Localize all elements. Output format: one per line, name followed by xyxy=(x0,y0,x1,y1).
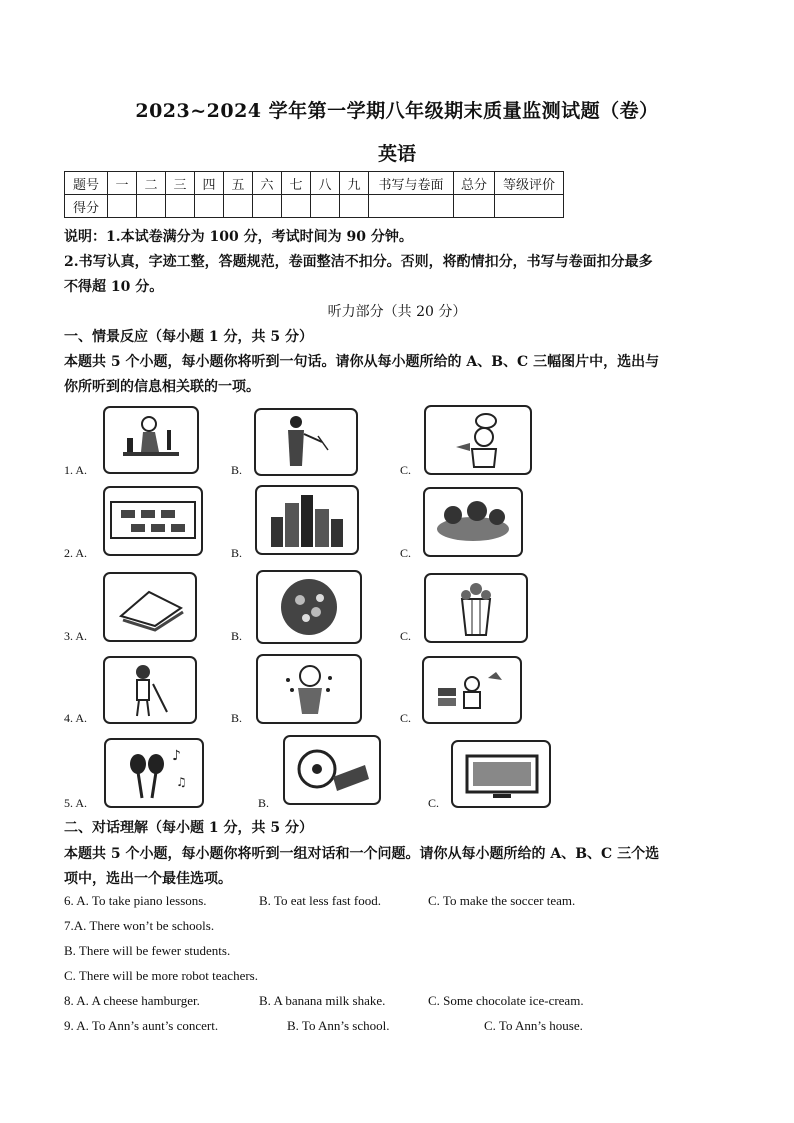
score-table-cell: 四 xyxy=(195,172,224,195)
popcorn-picture[interactable] xyxy=(424,573,528,643)
tv-picture[interactable] xyxy=(451,740,551,808)
option-label: C. xyxy=(428,796,440,810)
score-input-cell[interactable] xyxy=(137,195,166,218)
score-input-cell[interactable] xyxy=(495,195,564,218)
listening-heading: 听力部分（共 20 分） xyxy=(327,304,467,320)
score-table-cell: 六 xyxy=(253,172,282,195)
city-picture[interactable] xyxy=(255,485,359,555)
option-label: 3. A. xyxy=(64,629,88,643)
option-label: 1. A. xyxy=(64,463,88,477)
part2-instruction-1: 本题共 5 个小题，每小题你将听到一组对话和一个问题。请你从每小题所给的 A、B、C 三个选 xyxy=(64,846,660,862)
chef-picture[interactable] xyxy=(424,405,532,475)
part1-title: 一、情景反应（每小题 1 分，共 5 分） xyxy=(64,329,313,345)
score-table-cell: 七 xyxy=(282,172,311,195)
option-label: B. xyxy=(231,463,243,477)
score-input-cell[interactable] xyxy=(454,195,495,218)
q8-option-b: B. A banana milk shake. xyxy=(259,993,386,1008)
sandwich-picture[interactable] xyxy=(103,572,197,642)
score-input-cell[interactable] xyxy=(166,195,195,218)
option-label: C. xyxy=(400,711,412,725)
violinist-picture[interactable] xyxy=(254,408,358,476)
option-label: C. xyxy=(400,546,412,560)
q6-option-c: C. To make the soccer team. xyxy=(428,893,576,908)
q9-option-a: 9. A. To Ann’s aunt’s concert. xyxy=(64,1018,219,1033)
option-label: 2. A. xyxy=(64,546,88,560)
score-label: 得分 xyxy=(65,195,108,218)
q7-option-b: B. There will be fewer students. xyxy=(64,943,231,958)
option-label: C. xyxy=(400,463,412,477)
option-label: C. xyxy=(400,629,412,643)
score-table xyxy=(64,171,564,218)
score-input-cell[interactable] xyxy=(282,195,311,218)
score-input-cell[interactable] xyxy=(224,195,253,218)
reading-picture[interactable] xyxy=(422,656,522,724)
note-line-2: 2.书写认真，字迹工整，答题规范，卷面整洁不扣分。否则，将酌情扣分，书写与卷面扣分最多 xyxy=(64,254,653,270)
option-label: B. xyxy=(231,546,243,560)
score-table-cell: 三 xyxy=(166,172,195,195)
score-table-cell: 书写与卷面 xyxy=(369,172,454,195)
sick-boy-picture[interactable] xyxy=(256,654,362,724)
q7-option-c: C. There will be more robot teachers. xyxy=(64,968,258,983)
option-label: B. xyxy=(258,796,270,810)
score-table-cell: 题号 xyxy=(65,172,108,195)
subject-title: 英语 xyxy=(377,143,416,165)
film-reel-picture[interactable] xyxy=(283,735,381,805)
q9-option-c: C. To Ann’s house. xyxy=(484,1018,583,1033)
score-input-cell[interactable] xyxy=(195,195,224,218)
part2-instruction-2: 项中，选出一个最佳选项。 xyxy=(64,871,232,887)
part1-instruction-1: 本题共 5 个小题，每小题你将听到一句话。请你从每小题所给的 A、B、C 三幅图片中，选出与 xyxy=(64,354,660,370)
score-table-cell: 一 xyxy=(108,172,137,195)
q6-option-b: B. To eat less fast food. xyxy=(259,893,381,908)
score-table-cell: 九 xyxy=(340,172,369,195)
score-table-cell: 总分 xyxy=(454,172,495,195)
score-table-cell: 等级评价 xyxy=(495,172,564,195)
svg-text:♫: ♫ xyxy=(176,775,187,789)
score-table-cell: 五 xyxy=(224,172,253,195)
q8-option-a: 8. A. A cheese hamburger. xyxy=(64,993,200,1008)
scientist-picture[interactable] xyxy=(103,406,199,474)
pizza-picture[interactable] xyxy=(256,570,362,644)
score-input-cell[interactable] xyxy=(369,195,454,218)
score-table-score-row xyxy=(65,195,564,218)
score-input-cell[interactable] xyxy=(311,195,340,218)
note-line-1: 说明：1.本试卷满分为 100 分，考试时间为 90 分钟。 xyxy=(64,229,413,245)
score-table-header-row xyxy=(65,172,564,195)
score-input-cell[interactable] xyxy=(253,195,282,218)
score-table-cell: 二 xyxy=(137,172,166,195)
option-label: 5. A. xyxy=(64,796,88,810)
option-label: B. xyxy=(231,629,243,643)
q6-option-a: 6. A. To take piano lessons. xyxy=(64,893,207,908)
option-label: 4. A. xyxy=(64,711,88,725)
note-line-3: 不得超 10 分。 xyxy=(64,279,164,295)
exam-title: 2023~2024 学年第一学期八年级期末质量监测试题（卷） xyxy=(135,100,659,122)
traffic-picture[interactable] xyxy=(103,486,203,556)
score-table-cell: 八 xyxy=(311,172,340,195)
svg-text:♪: ♪ xyxy=(172,748,181,764)
score-input-cell[interactable] xyxy=(340,195,369,218)
q8-option-c: C. Some chocolate ice-cream. xyxy=(428,993,584,1008)
park-picture[interactable] xyxy=(423,487,523,557)
q9-option-b: B. To Ann’s school. xyxy=(287,1018,390,1033)
q7-option-a: 7.A. There won’t be schools. xyxy=(64,918,215,933)
part1-instruction-2: 你所听到的信息相关联的一项。 xyxy=(64,379,260,395)
part2-title: 二、对话理解（每小题 1 分，共 5 分） xyxy=(64,820,313,836)
score-input-cell[interactable] xyxy=(108,195,137,218)
option-label: B. xyxy=(231,711,243,725)
sweeping-picture[interactable] xyxy=(103,656,197,724)
microphone-picture[interactable] xyxy=(104,738,204,808)
